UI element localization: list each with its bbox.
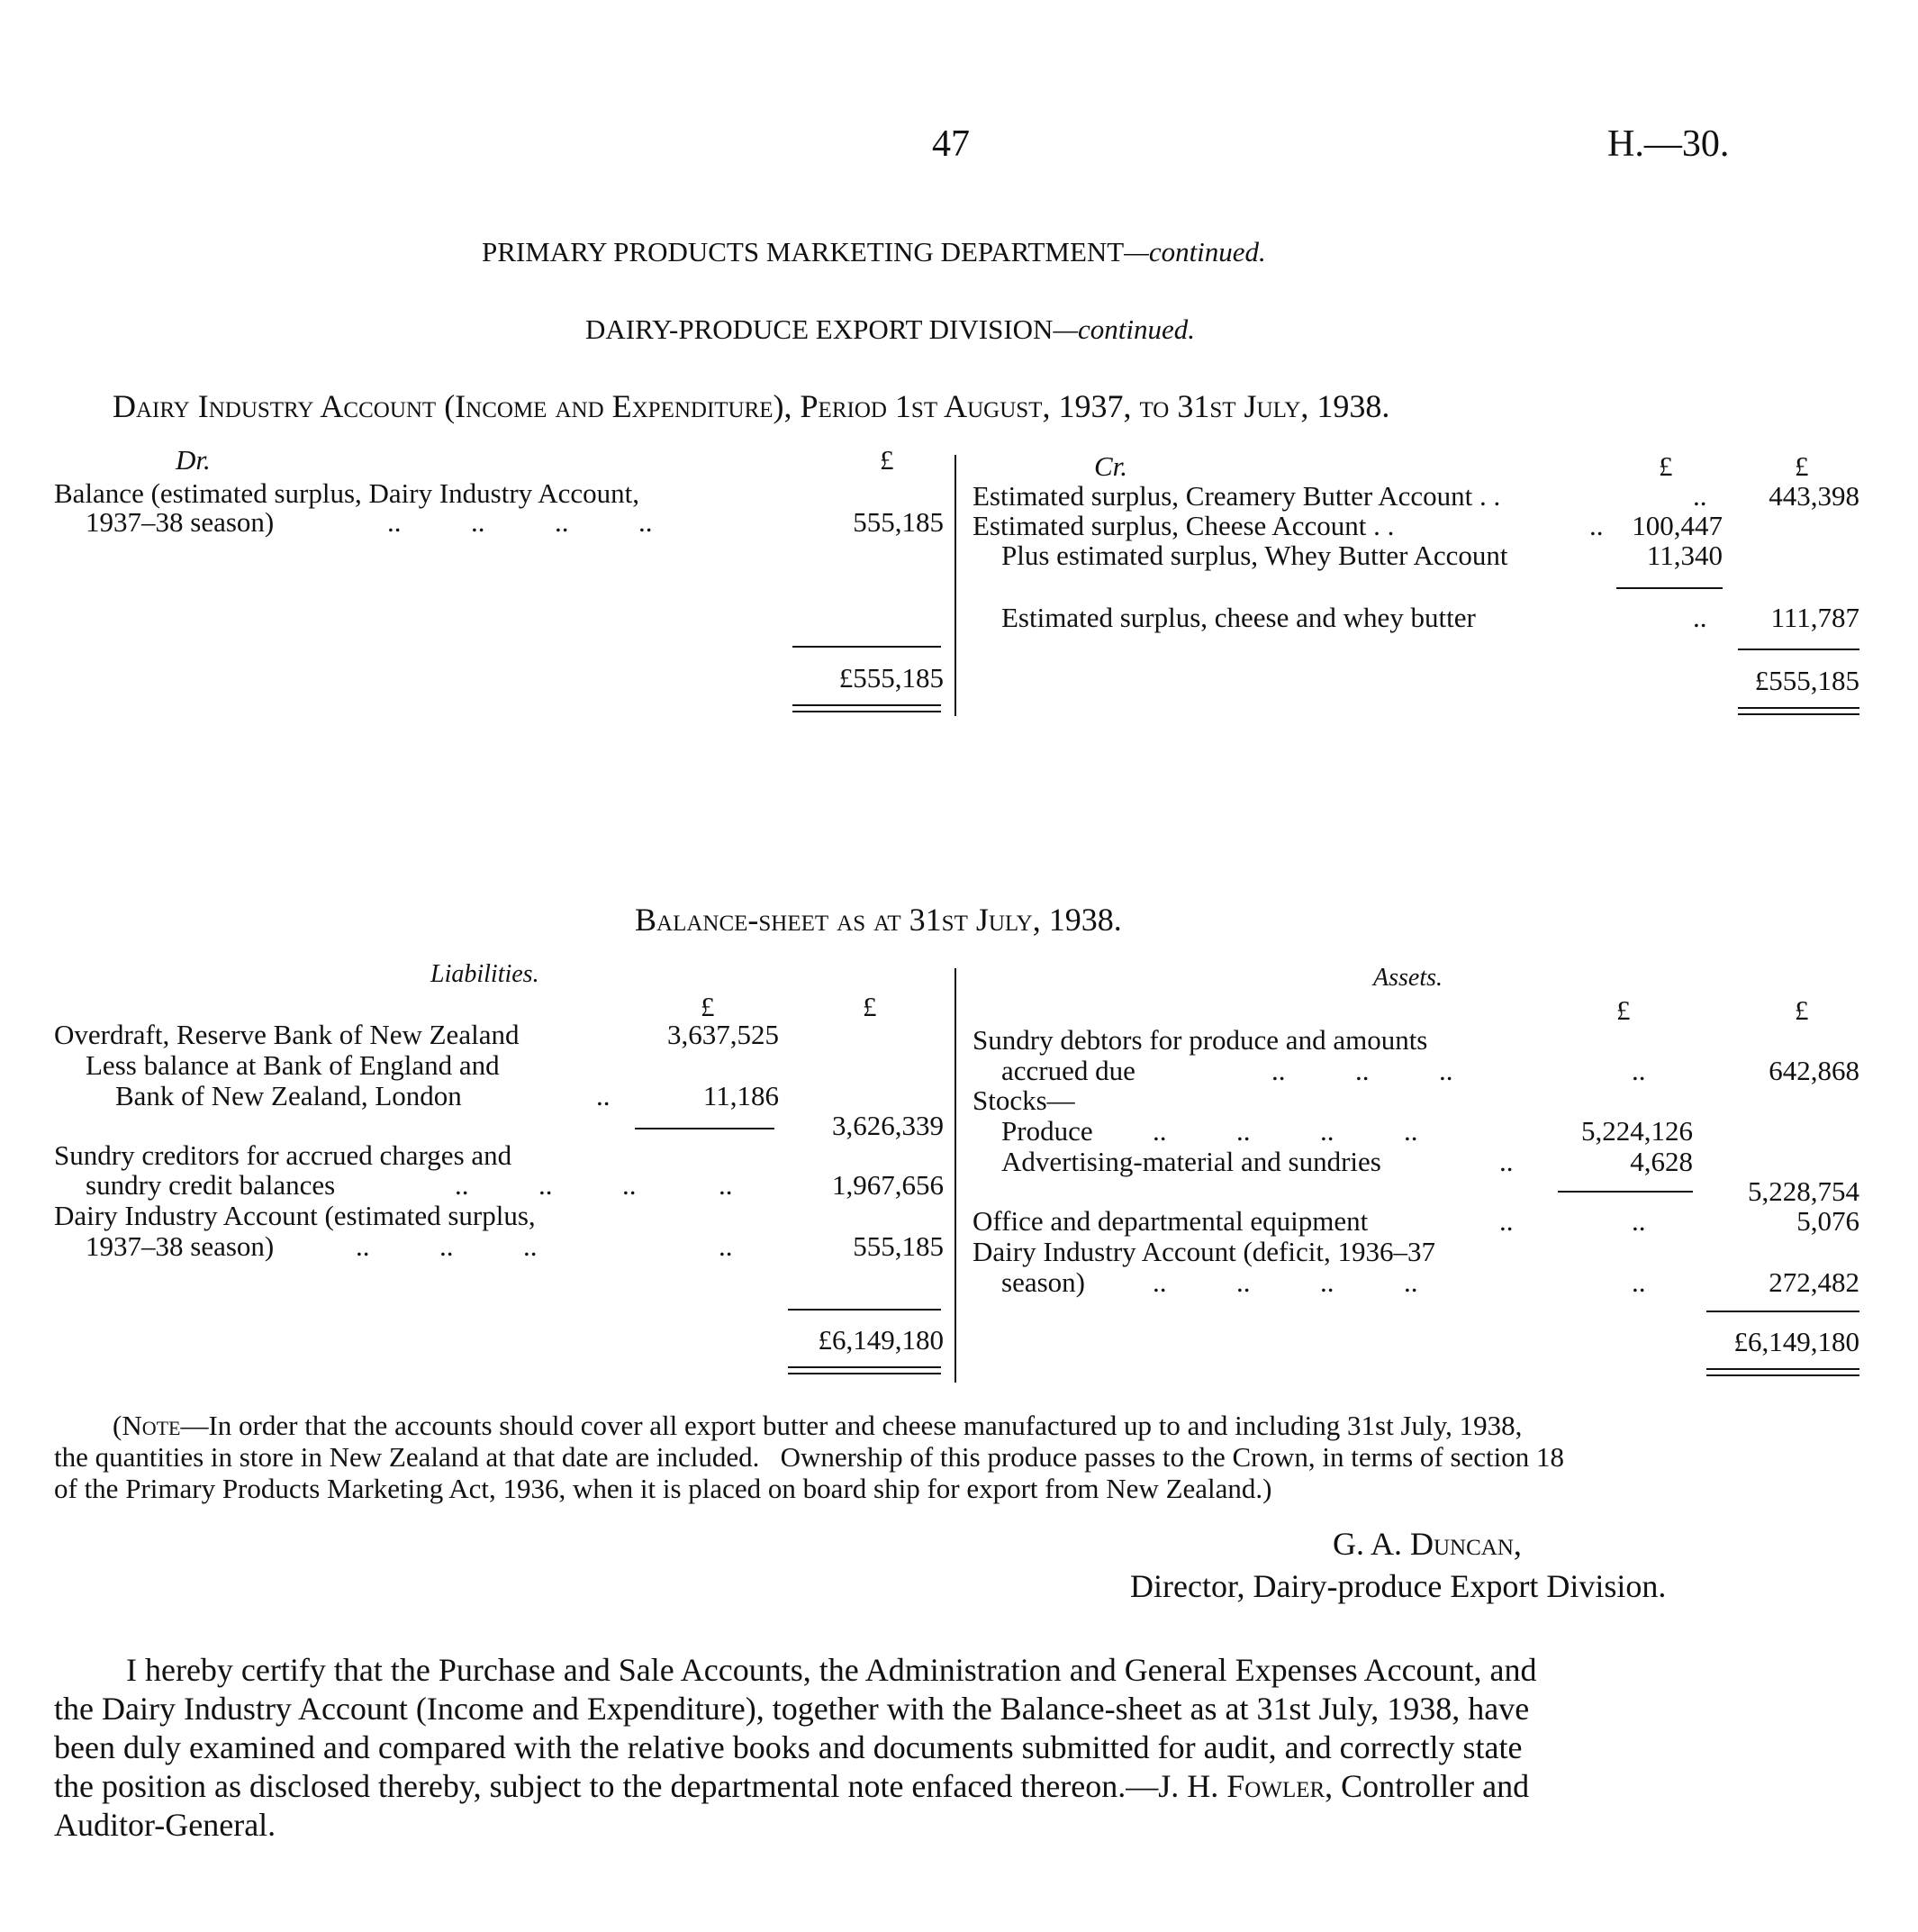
- certificate-line-3: been duly examined and compared with the relative books and documents submitted for audit, and correctly state: [54, 1729, 1523, 1765]
- dr-label: Dr.: [176, 444, 211, 476]
- asset-advertising-sub: 4,628: [1630, 1146, 1693, 1177]
- division-heading: DAIRY-PRODUCE EXPORT DIVISION—continued.: [585, 313, 1195, 345]
- liab-dairy-sub-dots: ..: [719, 1230, 733, 1262]
- cr-row-cheese-whey: Estimated surplus, cheese and whey butter: [1001, 602, 1476, 633]
- dr-item-line1: Balance (estimated surplus, Dairy Industry Account,: [54, 477, 639, 509]
- assets-label: Assets.: [1373, 964, 1443, 992]
- liab-bank-nz-london-dots: ..: [596, 1080, 611, 1111]
- dr-item-value: 555,185: [853, 506, 944, 538]
- liabilities-label: Liabilities.: [430, 960, 539, 988]
- cr-row-cheese-whey-value: 111,787: [1770, 602, 1859, 633]
- dr-item-line2: 1937–38 season): [86, 506, 275, 538]
- liab-overdraft: Overdraft, Reserve Bank of New Zealand: [54, 1019, 520, 1050]
- liabilities-currency-main: £: [863, 991, 877, 1022]
- liab-net-overdraft: 3,626,339: [832, 1110, 944, 1141]
- note-line-1: (Note—In order that the accounts should cover all export butter and cheese manufactured up to and including 31st July, 1938,: [113, 1410, 1523, 1441]
- asset-accrued-due: accrued due: [1001, 1055, 1135, 1086]
- liab-total: £6,149,180: [818, 1324, 944, 1356]
- asset-dairy-deficit: Dairy Industry Account (deficit, 1936–37: [973, 1236, 1435, 1267]
- cr-row-cheese-dots: ..: [1589, 510, 1604, 541]
- cr-row-cheese-sub: 100,447: [1632, 510, 1723, 541]
- liab-overdraft-sub: 3,637,525: [667, 1019, 779, 1050]
- liab-sundry-credit-balances: sundry credit balances: [86, 1169, 336, 1201]
- asset-produce-dots: .. .. .. ..: [1153, 1115, 1418, 1147]
- income-account-divider: [954, 455, 956, 716]
- asset-accrued-dots: .. .. ..: [1271, 1055, 1453, 1086]
- cr-row-cheese: Estimated surplus, Cheese Account . .: [973, 510, 1395, 541]
- cr-row-whey: Plus estimated surplus, Whey Butter Account: [1001, 540, 1508, 571]
- asset-advertising: Advertising-material and sundries: [1001, 1146, 1381, 1177]
- signature-title: Director, Dairy-produce Export Division.: [1130, 1568, 1667, 1604]
- asset-dairy-dots: .. .. .. ..: [1153, 1266, 1418, 1298]
- income-account-title: Dairy Industry Account (Income and Expenditure), Period 1st August, 1937, to 31st July, 1938.: [113, 388, 1390, 424]
- assets-currency-main: £: [1795, 994, 1809, 1026]
- liab-total-rule: [788, 1309, 941, 1311]
- cr-currency-sub: £: [1659, 450, 1673, 482]
- department-heading: PRIMARY PRODUCTS MARKETING DEPARTMENT—continued.: [482, 236, 1266, 268]
- cr-total: £555,185: [1754, 665, 1859, 696]
- asset-sundry-debtors: Sundry debtors for produce and amounts: [973, 1024, 1428, 1056]
- cr-row-creamery-value: 443,398: [1769, 480, 1859, 512]
- certificate-line-4: the position as disclosed thereby, subject to the departmental note enfaced thereon.—J. H. Fowler, Controller and: [54, 1768, 1530, 1804]
- note-line-2: the quantities in store in New Zealand at that date are included. Ownership of this produce passes to the Crown, in terms of section 18: [54, 1441, 1565, 1473]
- dr-total-rule: [792, 646, 941, 648]
- liab-bank-nz-london-sub: 11,186: [702, 1080, 779, 1111]
- asset-advertising-dots: ..: [1499, 1146, 1514, 1177]
- asset-produce-sub: 5,224,126: [1581, 1115, 1693, 1147]
- asset-office-value: 5,076: [1796, 1205, 1859, 1237]
- liab-less-balance: Less balance at Bank of England and: [86, 1049, 500, 1081]
- assets-currency-sub: £: [1616, 994, 1631, 1026]
- cr-label: Cr.: [1094, 450, 1128, 482]
- liab-dairy-dots: .. .. ..: [356, 1230, 538, 1262]
- balance-sheet-title: Balance-sheet as at 31st July, 1938.: [635, 902, 1122, 938]
- asset-stocks-total: 5,228,754: [1748, 1175, 1859, 1207]
- signature-name: G. A. Duncan,: [1333, 1526, 1522, 1562]
- cr-row-cheese-whey-dots: ..: [1693, 602, 1707, 633]
- cr-row-whey-sub: 11,340: [1646, 540, 1723, 571]
- liabilities-currency-sub: £: [701, 991, 715, 1022]
- dr-total: £555,185: [838, 662, 944, 694]
- asset-total-rule: [1706, 1311, 1859, 1312]
- dr-item-dots: .. .. .. ..: [387, 506, 653, 538]
- asset-stocks: Stocks—: [973, 1084, 1075, 1116]
- liab-sundry-value: 1,967,656: [832, 1169, 944, 1201]
- certificate-line-1: I hereby certify that the Purchase and Sale Accounts, the Administration and General Expenses Account, and: [126, 1652, 1537, 1688]
- liab-sundry-dots: .. .. ..: [455, 1169, 637, 1201]
- asset-total-double-rule: [1706, 1368, 1859, 1376]
- asset-stocks-rule: [1558, 1191, 1693, 1193]
- certificate-line-5: Auditor-General.: [54, 1807, 276, 1843]
- liab-total-double-rule: [788, 1366, 941, 1374]
- asset-dairy-sub-dots: ..: [1632, 1266, 1646, 1298]
- cr-total-rule: [1738, 649, 1859, 650]
- liab-sundry-creditors: Sundry creditors for accrued charges and: [54, 1139, 512, 1171]
- asset-produce: Produce: [1001, 1115, 1093, 1147]
- certificate-line-2: the Dairy Industry Account (Income and Expenditure), together with the Balance-sheet as at 31st July, 1938, have: [54, 1691, 1530, 1727]
- cr-row-creamery: Estimated surplus, Creamery Butter Account . .: [973, 480, 1501, 512]
- asset-office-dots: ..: [1499, 1205, 1514, 1237]
- liab-dairy-season: 1937–38 season): [86, 1230, 275, 1262]
- cr-currency-main: £: [1795, 450, 1809, 482]
- dr-total-double-rule: [792, 704, 941, 712]
- cr-row-creamery-dots: ..: [1693, 480, 1707, 512]
- asset-accrued-value: 642,868: [1769, 1055, 1859, 1086]
- note-line-3: of the Primary Products Marketing Act, 1936, when it is placed on board ship for export from New Zealand.): [54, 1473, 1272, 1504]
- liab-dairy-value: 555,185: [853, 1230, 944, 1262]
- asset-office-sub-dots: ..: [1632, 1205, 1646, 1237]
- liab-bank-nz-london: Bank of New Zealand, London: [115, 1080, 462, 1111]
- page-number: 47: [932, 123, 970, 165]
- cr-subtotal-rule: [1616, 587, 1723, 589]
- asset-dairy-season: season): [1001, 1266, 1085, 1298]
- cr-total-double-rule: [1738, 707, 1859, 715]
- asset-total: £6,149,180: [1733, 1326, 1859, 1357]
- asset-accrued-sub-dots: ..: [1632, 1055, 1646, 1086]
- asset-dairy-value: 272,482: [1769, 1266, 1859, 1298]
- asset-office-equipment: Office and departmental equipment: [973, 1205, 1369, 1237]
- liab-dairy-industry: Dairy Industry Account (estimated surplus,: [54, 1200, 536, 1231]
- liab-sundry-sub-dots: ..: [719, 1169, 733, 1201]
- liab-subtotal-rule: [635, 1128, 774, 1129]
- balance-sheet-divider: [954, 968, 956, 1383]
- document-reference: H.—30.: [1607, 123, 1730, 165]
- dr-currency: £: [880, 444, 894, 476]
